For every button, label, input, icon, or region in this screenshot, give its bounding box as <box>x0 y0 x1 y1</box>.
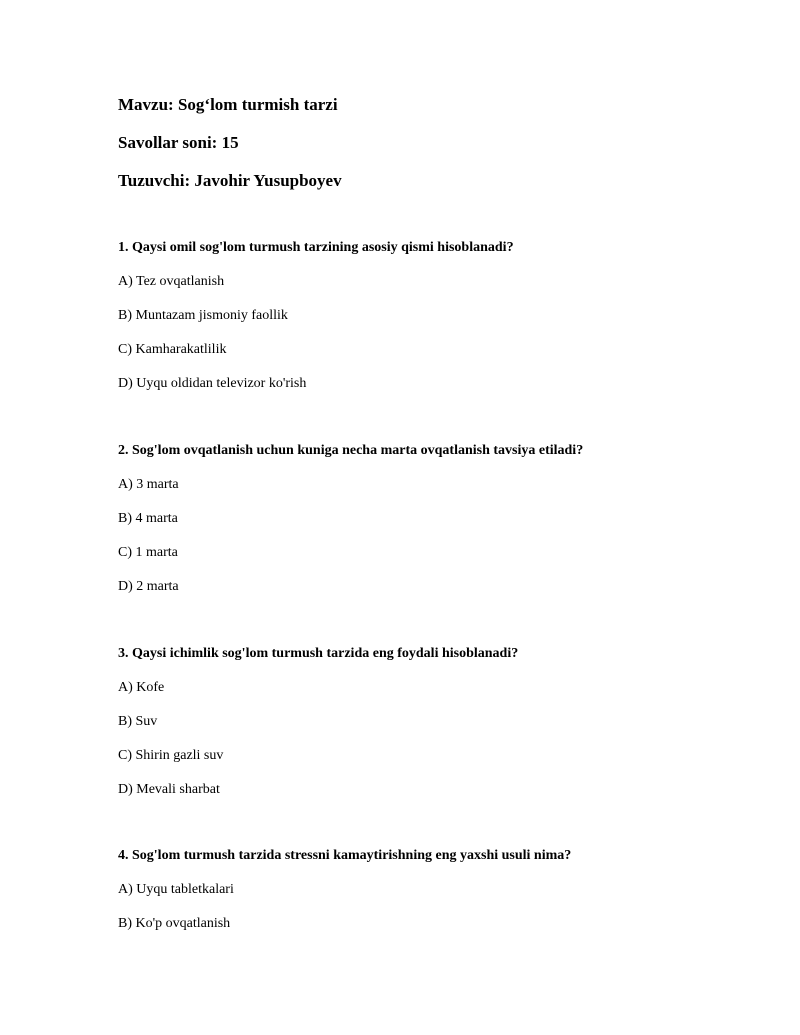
answer-option-b: B) Suv <box>118 714 158 729</box>
question-block-1 <box>118 239 758 393</box>
answer-option-a: A) Kofe <box>118 680 165 695</box>
question-block-4 <box>118 847 758 933</box>
answer-option-b: B) Muntazam jismoniy faollik <box>118 308 288 323</box>
answer-option-a: A) Uyqu tabletkalari <box>118 882 234 897</box>
author-heading: Tuzuvchi: Javohir Yusupboyev <box>118 171 342 190</box>
question-block-3 <box>118 645 758 799</box>
question-text: 4. Sog'lom turmush tarzida stressni kamaytirishning eng yaxshi usuli nima? <box>118 848 572 863</box>
answer-option-d: D) Uyqu oldidan televizor ko'rish <box>118 376 307 391</box>
answer-option-c: C) Kamharakatlilik <box>118 342 227 357</box>
answer-option-c: C) 1 marta <box>118 545 178 560</box>
topic-heading: Mavzu: Sog‘lom turmish tarzi <box>118 95 338 114</box>
question-text: 3. Qaysi ichimlik sog'lom turmush tarzida eng foydali hisoblanadi? <box>118 646 519 661</box>
question-text: 2. Sog'lom ovqatlanish uchun kuniga necha marta ovqatlanish tavsiya etiladi? <box>118 443 584 458</box>
answer-option-b: B) Ko'p ovqatlanish <box>118 916 231 931</box>
answer-option-d: D) 2 marta <box>118 579 179 594</box>
answer-option-b: B) 4 marta <box>118 511 178 526</box>
answer-option-c: C) Shirin gazli suv <box>118 748 224 763</box>
answer-option-d: D) Mevali sharbat <box>118 782 220 797</box>
question-text: 1. Qaysi omil sog'lom turmush tarzining asosiy qismi hisoblanadi? <box>118 240 514 255</box>
answer-option-a: A) 3 marta <box>118 477 179 492</box>
question-block-2 <box>118 442 758 596</box>
question-count-heading: Savollar soni: 15 <box>118 133 239 152</box>
answer-option-a: A) Tez ovqatlanish <box>118 274 225 289</box>
